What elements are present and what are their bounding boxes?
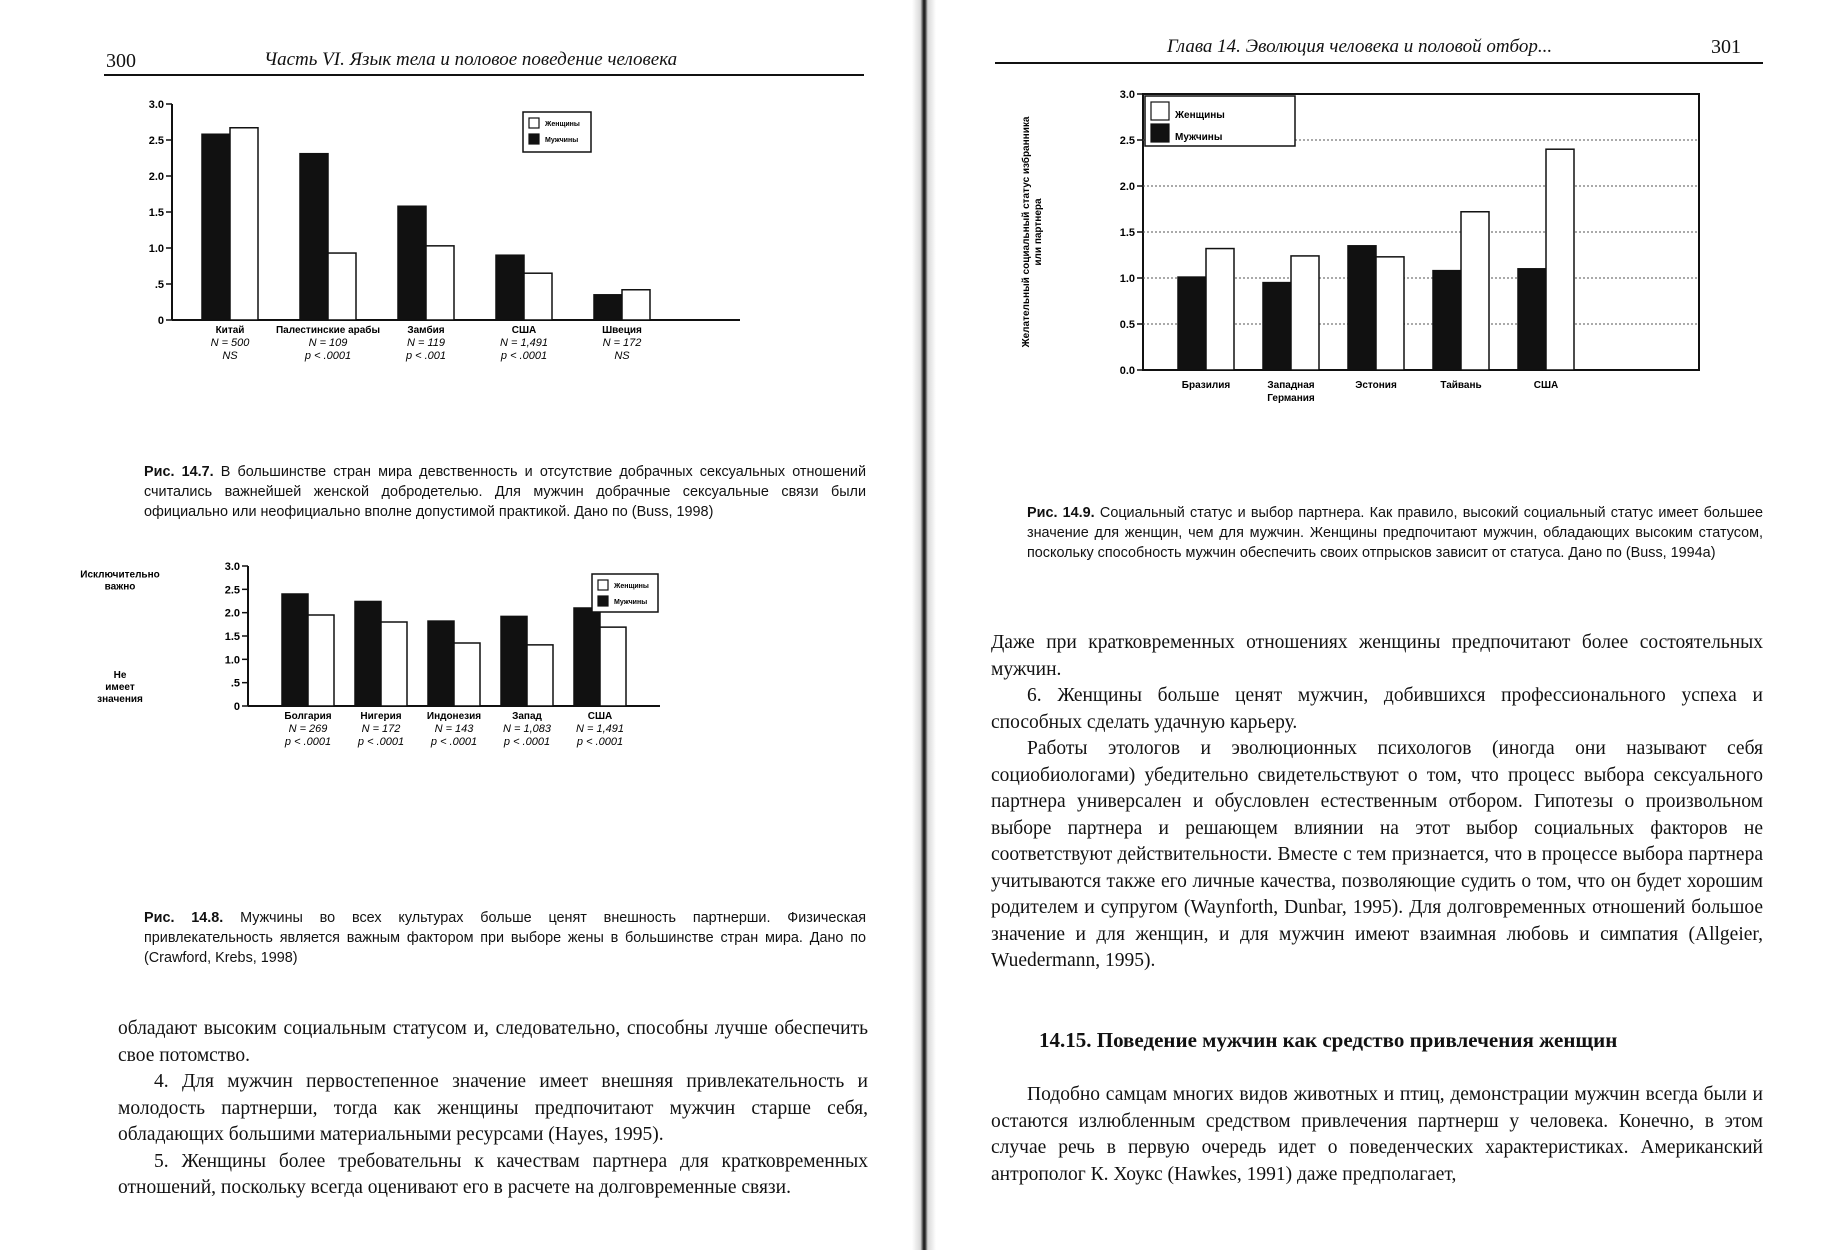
bar bbox=[622, 290, 650, 320]
x-category-label: Палестинские арабы bbox=[275, 325, 381, 336]
x-category-label: США bbox=[1533, 380, 1559, 391]
bar bbox=[454, 643, 480, 706]
legend-swatch bbox=[598, 580, 608, 590]
bar bbox=[1461, 212, 1489, 370]
y-tick-label: 1.0 bbox=[148, 243, 164, 255]
p-value-label: p < .0001 bbox=[357, 736, 405, 748]
y-annotation-bottom: имеет bbox=[105, 682, 135, 693]
y-axis-label: или партнера bbox=[1033, 198, 1044, 266]
header-rule bbox=[995, 62, 1763, 64]
x-category-label: Эстония bbox=[1355, 380, 1397, 391]
caption-text: В большинстве стран мира девственность и отсутствие добрачных сексуальных отношений считались важнейшей женской добродетелью. Для мужчин добрачные сексуальные связи были официально или неофициально вполне допустимой практикой. Дано по (Buss, 1998) bbox=[144, 464, 867, 520]
figure-14-9-chart bbox=[1021, 89, 1705, 484]
legend-swatch bbox=[529, 118, 539, 128]
y-tick-label: 1.5 bbox=[1119, 227, 1135, 239]
p-value-label: p < .0001 bbox=[576, 736, 624, 748]
y-tick-label: 2.5 bbox=[148, 135, 164, 147]
paragraph: 4. Для мужчин первостепенное значение имеет внешняя привлекательность и молодость партнерши, тогда как женщины предпочитают мужчин старше себя, обладающих большими материальными ресурсами (Hayes, 1995). bbox=[118, 1071, 868, 1145]
bar bbox=[574, 608, 600, 706]
bar bbox=[428, 621, 454, 706]
paragraph: 5. Женщины более требовательны к качествам партнера для кратковременных отношений, поскольку всегда оценивают его в расчете на долговременные связи. bbox=[118, 1150, 868, 1198]
bar bbox=[1291, 256, 1319, 370]
caption-text: Мужчины во всех культурах больше ценят внешность партнерши. Физическая привлекательность является важным фактором при выборе жены в большинстве стран мира. Дано по (Crawford, Krebs, 1998) bbox=[144, 910, 866, 966]
paragraph: Подобно самцам многих видов животных и птиц, демонстрации мужчин всегда были и остаются излюбленным средством привлечения партнерш у человека. Конечно, в этом случае речь в первую очередь идет о поведенческих характеристиках. Американский антрополог К. Хоукс (Hawkes, 1991) даже предполагает, bbox=[991, 1084, 1763, 1185]
section-title: 14.15. Поведение мужчин как средство привлечения женщин bbox=[1039, 1028, 1618, 1052]
x-category-label: Болгария bbox=[284, 711, 332, 722]
x-category-label: Запад bbox=[512, 711, 542, 722]
legend-label: Мужчины bbox=[545, 137, 579, 144]
bar bbox=[527, 645, 553, 706]
bar bbox=[282, 594, 308, 706]
p-value-label: p < .0001 bbox=[500, 350, 548, 362]
y-tick-label: 2.0 bbox=[148, 171, 164, 183]
right-body-text bbox=[991, 630, 1763, 975]
y-tick-label: 0 bbox=[157, 315, 164, 327]
sample-size-label: N = 500 bbox=[210, 337, 250, 349]
bar bbox=[524, 273, 552, 320]
y-tick-label: 0 bbox=[233, 701, 240, 713]
bar bbox=[1178, 277, 1206, 370]
sample-size-label: N = 172 bbox=[361, 723, 401, 735]
bar bbox=[308, 615, 334, 706]
right-page bbox=[935, 0, 1831, 1250]
figure-label: Рис. 14.9. bbox=[1027, 505, 1095, 521]
sample-size-label: N = 143 bbox=[434, 723, 474, 735]
sample-size-label: N = 1,083 bbox=[502, 723, 552, 735]
p-value-label: p < .001 bbox=[405, 350, 447, 362]
bar bbox=[1348, 246, 1376, 370]
p-value-label: NS bbox=[222, 350, 238, 362]
sample-size-label: N = 119 bbox=[406, 337, 446, 349]
y-tick-label: 1.5 bbox=[148, 207, 164, 219]
bar bbox=[496, 255, 524, 320]
legend-label: Мужчины bbox=[1175, 132, 1223, 143]
bar bbox=[1206, 249, 1234, 370]
y-tick-label: .5 bbox=[154, 279, 164, 291]
paragraph: Даже при кратковременных отношениях женщины предпочитают более состоятельных мужчин. bbox=[991, 632, 1763, 680]
y-annotation-bottom: значения bbox=[97, 694, 143, 705]
x-category-label: Тайвань bbox=[1440, 380, 1482, 391]
paragraph: обладают высоким социальным статусом и, следовательно, способны лучше обеспечить свое потомство. bbox=[118, 1018, 868, 1066]
legend-swatch bbox=[529, 134, 539, 144]
paragraph: 6. Женщины больше ценят мужчин, добившихся профессионального успеха и способных сделать удачную карьеру. bbox=[991, 685, 1763, 733]
figure-14-7-chart bbox=[148, 99, 790, 434]
y-tick-label: .5 bbox=[230, 677, 240, 690]
figure-label: Рис. 14.8. bbox=[144, 910, 224, 926]
page-number: 300 bbox=[106, 50, 136, 72]
y-axis-label: Желательный социальный статус избранника bbox=[1021, 116, 1032, 348]
y-annotation-bottom: Не bbox=[113, 670, 127, 681]
sample-size-label: N = 1,491 bbox=[575, 723, 625, 735]
sample-size-label: N = 109 bbox=[308, 337, 348, 349]
x-category-label: Китай bbox=[215, 325, 245, 336]
y-tick-label: 1.5 bbox=[224, 631, 240, 643]
legend-swatch bbox=[1151, 124, 1169, 142]
y-tick-label: 0.0 bbox=[1119, 365, 1135, 377]
legend-swatch bbox=[598, 596, 608, 606]
y-annotation-top: Исключительно bbox=[80, 569, 160, 581]
x-category-label: Нигерия bbox=[360, 711, 402, 722]
bar bbox=[328, 253, 356, 320]
bar bbox=[1376, 257, 1404, 370]
legend-label: Женщины bbox=[1175, 110, 1225, 121]
sample-size-label: N = 1,491 bbox=[499, 337, 549, 349]
running-head: Часть VI. Язык тела и половое поведение человека bbox=[264, 49, 678, 70]
sample-size-label: N = 172 bbox=[602, 337, 642, 349]
bar bbox=[594, 295, 622, 320]
left-page bbox=[0, 0, 915, 1250]
bar bbox=[300, 154, 328, 320]
right-body-text-continued bbox=[991, 1082, 1763, 1188]
bar bbox=[426, 246, 454, 320]
x-category-label: Германия bbox=[1267, 393, 1315, 404]
y-tick-label: 2.5 bbox=[1119, 135, 1135, 147]
y-annotation-top: важно bbox=[104, 581, 136, 593]
p-value-label: p < .0001 bbox=[503, 736, 551, 748]
sample-size-label: N = 269 bbox=[288, 723, 328, 735]
bar bbox=[600, 627, 626, 706]
y-tick-label: 1.0 bbox=[1119, 273, 1135, 285]
x-category-label: Индонезия bbox=[426, 711, 482, 722]
bar bbox=[1518, 269, 1546, 370]
paragraph: Работы этологов и эволюционных психологов (иногда они называют себя социобиологами) убедительно свидетельствуют о том, что процесс выбора сексуального партнера универсален и обусловлен естественным отбором. Гипотезы о произвольном выборе партнера и решающем влиянии на этот выбор социальных факторов не соответствуют действительности. Вместе с тем признается, что в процессе выбора партнера учитываются также его личные качества, позволяющие судить о том, что он будет хорошим родителем и супругом (Waynforth, Dunbar, 1995). Для долговременных отношений большое значение и для женщин, и для мужчин имеют взаимная любовь и симпатия (Allgeier, Wuedermann, 1995). bbox=[991, 738, 1763, 971]
bar bbox=[398, 206, 426, 320]
y-tick-label: 3.0 bbox=[224, 561, 240, 573]
y-tick-label: 2.0 bbox=[1119, 181, 1135, 193]
y-tick-label: 1.0 bbox=[224, 654, 240, 667]
figure-14-9-caption bbox=[1027, 503, 1763, 563]
y-tick-label: 3.0 bbox=[148, 99, 164, 111]
legend-label: Женщины bbox=[545, 121, 580, 128]
y-tick-label: 0.5 bbox=[1119, 319, 1135, 331]
x-category-label: США bbox=[511, 325, 537, 336]
legend-swatch bbox=[1151, 102, 1169, 120]
bar bbox=[1546, 149, 1574, 370]
figure-14-8-chart bbox=[80, 561, 790, 886]
bar bbox=[1433, 271, 1461, 370]
y-tick-label: 3.0 bbox=[1119, 89, 1135, 101]
caption-text: Социальный статус и выбор партнера. Как правило, высокий социальный статус имеет большее значение для женщин, чем для мужчин. Женщины предпочитают мужчин, обладающих высоким статусом, поскольку способность мужчин обеспечить своих отпрысков зависит от статуса. Дано по (Buss, 1994a) bbox=[1027, 505, 1763, 561]
y-tick-label: 2.0 bbox=[224, 607, 240, 620]
y-tick-label: 2.5 bbox=[224, 584, 240, 597]
header-rule bbox=[104, 74, 864, 76]
running-head: Глава 14. Эволюция человека и половой отбор... bbox=[1167, 36, 1553, 57]
book-gutter bbox=[912, 0, 936, 1250]
x-category-label: Бразилия bbox=[1181, 380, 1231, 391]
bar bbox=[355, 601, 381, 706]
page-number: 301 bbox=[1711, 36, 1741, 58]
bar bbox=[1263, 283, 1291, 370]
x-category-label: Замбия bbox=[407, 325, 445, 336]
legend-label: Мужчины bbox=[614, 599, 648, 606]
p-value-label: p < .0001 bbox=[304, 350, 352, 362]
bar bbox=[202, 134, 230, 320]
figure-14-8-caption bbox=[144, 908, 866, 968]
bar bbox=[381, 622, 407, 706]
figure-14-7-caption bbox=[144, 462, 866, 522]
p-value-label: NS bbox=[614, 350, 630, 362]
x-category-label: Западная bbox=[1267, 380, 1315, 391]
bar bbox=[230, 128, 258, 320]
x-category-label: Швеция bbox=[602, 325, 642, 336]
p-value-label: p < .0001 bbox=[284, 736, 332, 748]
p-value-label: p < .0001 bbox=[430, 736, 478, 748]
figure-label: Рис. 14.7. bbox=[144, 464, 214, 480]
legend-label: Женщины bbox=[614, 583, 649, 590]
x-category-label: США bbox=[587, 711, 613, 722]
left-body-text bbox=[118, 1016, 868, 1202]
bar bbox=[501, 616, 527, 706]
